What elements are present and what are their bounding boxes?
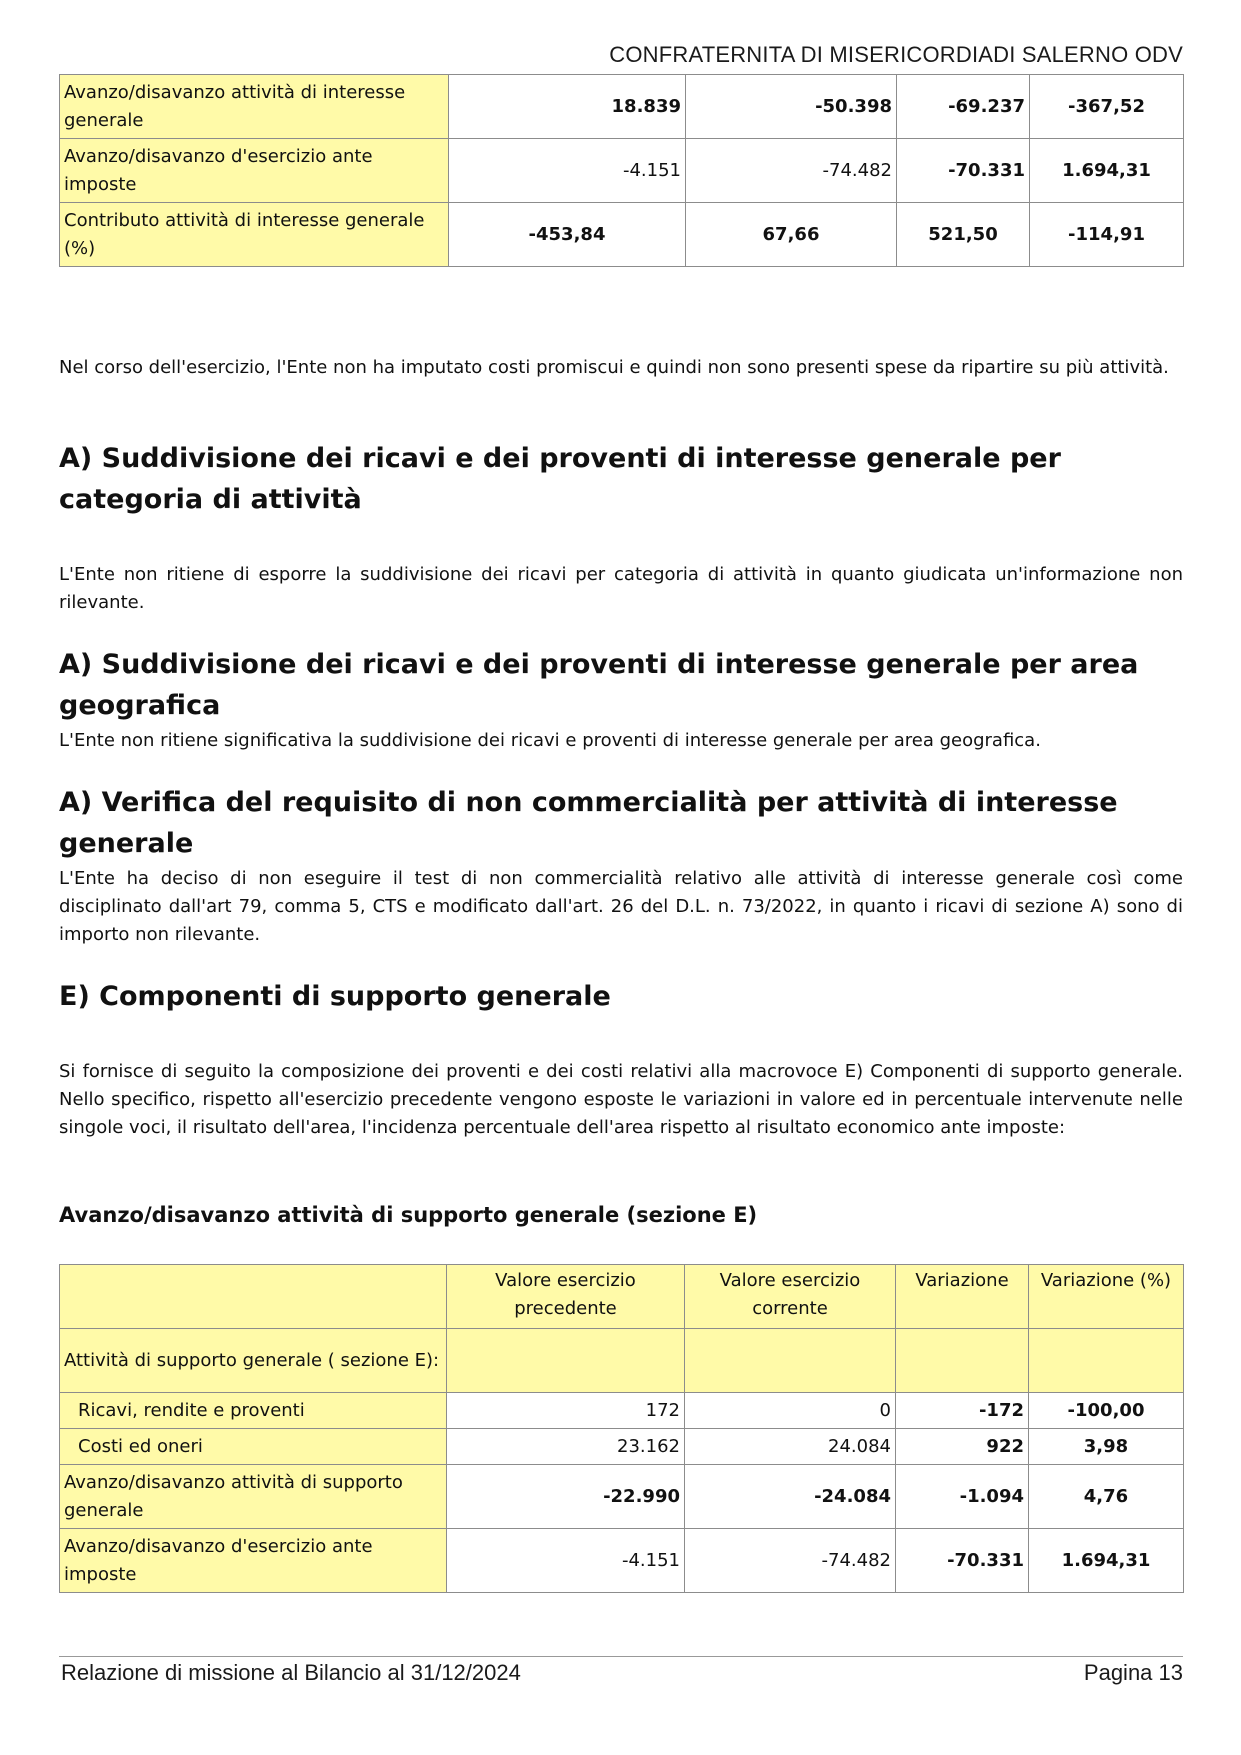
- cell-value: 18.839: [449, 75, 686, 139]
- empty-cell: [1029, 1329, 1184, 1393]
- cell-value: -100,00: [1029, 1393, 1184, 1429]
- row-label: Costi ed oneri: [60, 1429, 447, 1465]
- column-header: Variazione (%): [1029, 1265, 1184, 1329]
- cell-value: 521,50: [897, 203, 1030, 267]
- cell-value: -74.482: [686, 139, 897, 203]
- table-row: [60, 1393, 1184, 1429]
- section-paragraph: L'Ente non ritiene di esporre la suddivisione dei ricavi per categoria di attività in quanto giudicata un'informazione non rilevante.: [59, 564, 1183, 613]
- cell-value: -70.331: [897, 139, 1030, 203]
- header-empty-cell: [60, 1265, 447, 1329]
- intro-paragraph: Nel corso dell'esercizio, l'Ente non ha imputato costi promiscui e quindi non sono presenti spese da ripartire su più attività.: [59, 357, 1169, 378]
- cell-value: 1.694,31: [1029, 1529, 1184, 1593]
- cell-value: -24.084: [685, 1465, 896, 1529]
- section-heading: A) Suddivisione dei ricavi e dei proventi di interesse generale per categoria di attività: [59, 443, 1061, 515]
- cell-value: 0: [685, 1393, 896, 1429]
- table-row: [60, 75, 1184, 139]
- table-header-row: [60, 1265, 1184, 1329]
- cell-value: -22.990: [447, 1465, 685, 1529]
- cell-value: 3,98: [1029, 1429, 1184, 1465]
- table-title: Avanzo/disavanzo attività di supporto generale (sezione E): [59, 1203, 758, 1227]
- cell-value: 172: [447, 1393, 685, 1429]
- footer-divider: [59, 1656, 1183, 1657]
- page-header: CONFRATERNITA DI MISERICORDIADI SALERNO ODV: [609, 42, 1183, 67]
- cell-value: -4.151: [449, 139, 686, 203]
- row-label: Avanzo/disavanzo d'esercizio ante imposte: [60, 139, 449, 203]
- section-heading: E) Componenti di supporto generale: [59, 981, 611, 1012]
- row-label: Avanzo/disavanzo d'esercizio ante imposte: [60, 1529, 447, 1593]
- section-paragraph: L'Ente non ritiene significativa la suddivisione dei ricavi e proventi di interesse generale per area geografica.: [59, 730, 1041, 751]
- footer-page-number: Pagina 13: [1083, 1660, 1183, 1685]
- cell-value: 4,76: [1029, 1465, 1184, 1529]
- cell-value: -69.237: [897, 75, 1030, 139]
- table-section-row: [60, 1329, 1184, 1393]
- row-label: Contributo attività di interesse generale (%): [60, 203, 449, 267]
- document-page: [59, 0, 1183, 1755]
- column-header: Valore esercizio corrente: [685, 1265, 896, 1329]
- column-header: Variazione: [896, 1265, 1029, 1329]
- row-label: Avanzo/disavanzo attività di supporto generale: [60, 1465, 447, 1529]
- section-heading: A) Suddivisione dei ricavi e dei proventi di interesse generale per area geografica: [59, 649, 1139, 721]
- table-row: [60, 1429, 1184, 1465]
- section-heading: A) Verifica del requisito di non commercialità per attività di interesse generale: [59, 787, 1118, 859]
- section-label: Attività di supporto generale ( sezione E):: [60, 1329, 447, 1393]
- table-row: [60, 1529, 1184, 1593]
- cell-value: -1.094: [896, 1465, 1029, 1529]
- cell-value: -114,91: [1030, 203, 1184, 267]
- supporto-generale-table: [59, 1264, 1184, 1593]
- cell-value: -74.482: [685, 1529, 896, 1593]
- interesse-generale-table: [59, 74, 1184, 267]
- cell-value: -50.398: [686, 75, 897, 139]
- table-row: [60, 203, 1184, 267]
- empty-cell: [896, 1329, 1029, 1393]
- cell-value: 1.694,31: [1030, 139, 1184, 203]
- column-header: Valore esercizio precedente: [447, 1265, 685, 1329]
- footer-document-title: Relazione di missione al Bilancio al 31/12/2024: [61, 1660, 521, 1685]
- cell-value: -70.331: [896, 1529, 1029, 1593]
- table-row: [60, 139, 1184, 203]
- empty-cell: [447, 1329, 685, 1393]
- cell-value: -172: [896, 1393, 1029, 1429]
- cell-value: 23.162: [447, 1429, 685, 1465]
- cell-value: 922: [896, 1429, 1029, 1465]
- empty-cell: [685, 1329, 896, 1393]
- cell-value: 24.084: [685, 1429, 896, 1465]
- cell-value: -453,84: [449, 203, 686, 267]
- table-row: [60, 1465, 1184, 1529]
- section-paragraph: Si fornisce di seguito la composizione dei proventi e dei costi relativi alla macrovoce E) Componenti di supporto generale. Nello specifico, rispetto all'esercizio precedente vengono esposte le variazioni in valore ed in percentuale intervenute nelle singole voci, il risultato dell'area, l'incidenza percentuale dell'area rispetto al risultato economico ante imposte:: [59, 1061, 1183, 1138]
- section-paragraph: L'Ente ha deciso di non eseguire il test di non commercialità relativo alle attività di interesse generale così come disciplinato dall'art 79, comma 5, CTS e modificato dall'art. 26 del D.L. n. 73/2022, in quanto i ricavi di sezione A) sono di importo non rilevante.: [59, 868, 1183, 945]
- cell-value: -367,52: [1030, 75, 1184, 139]
- cell-value: -4.151: [447, 1529, 685, 1593]
- row-label: Avanzo/disavanzo attività di interesse generale: [60, 75, 449, 139]
- row-label: Ricavi, rendite e proventi: [60, 1393, 447, 1429]
- cell-value: 67,66: [686, 203, 897, 267]
